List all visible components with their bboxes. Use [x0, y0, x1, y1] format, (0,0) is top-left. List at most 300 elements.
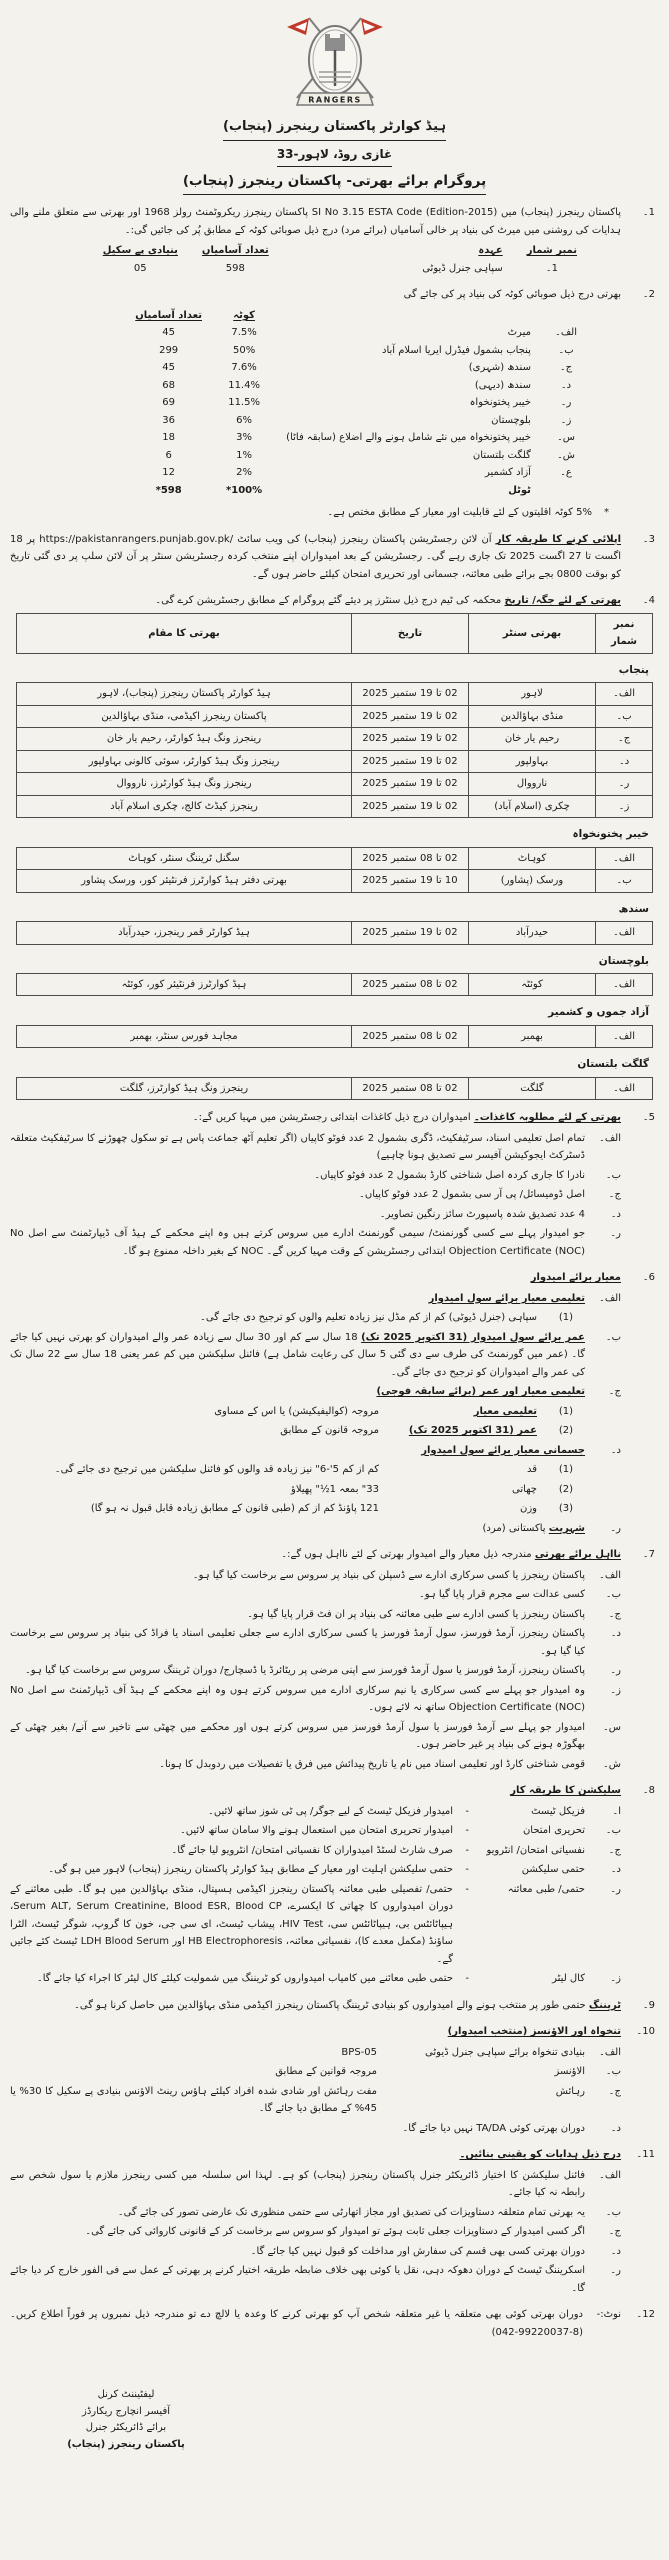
cell-label: سندھ (شہری) [468, 362, 531, 374]
cell-letter: د۔ [560, 379, 572, 391]
cell-serial: ز۔ [596, 795, 653, 818]
cell-label: بلوچستان [491, 414, 531, 426]
cell-count: 18 [162, 432, 175, 444]
item-letter: د۔ [610, 1864, 621, 1876]
item-text: حتمی سلیکشن اہلیت اور معیار کے مطابق ہیڈ کوارٹر پاکستان رینجرز (پنجاب) لاہور میں ہو گی۔ [48, 1864, 453, 1876]
cell-date: 02 تا 19 ستمبر 2025 [352, 795, 469, 818]
list-item [10, 1461, 573, 1479]
item-text: حتمی/ تفصیلی طبی معائنہ پاکستان رینجرز اکیڈمی ہسپتال، منڈی بہاؤالدین میں ہو گا۔ طبی معائنے کے دوران امیدواروں کا چھاتی کا ایکسرے، Serum ALT, Serum Creatinine, Blood ESR, Blood CP، ہیپاٹائٹس بی، ہیپاٹائٹس سی، HIV Test، پیشاب ٹیسٹ، ای سی جی، خون کا گروپ، شوگر ٹیسٹ، الٹرا ساؤنڈ (مکمل معدے کا)، نفسیاتی معائنہ، HB Electrophoresis اور LDH Blood Serum ٹیسٹ کئے جائیں گے۔ [10, 1883, 454, 1965]
cell-place: پاکستان رینجرز اکیڈمی، منڈی بہاؤالدین [17, 705, 352, 728]
list-item [10, 2243, 621, 2261]
phone-number: (042-99220037-8) [491, 2326, 583, 2338]
item-letter: ج۔ [608, 2226, 621, 2238]
para-number: 3۔ [642, 533, 655, 545]
list-item [10, 1719, 621, 1754]
item-label: تعلیمی معیار [473, 1405, 537, 1417]
dash-separator: - [465, 1973, 469, 1985]
cell-serial: ر۔ [596, 773, 653, 796]
para-heading: تنخواہ اور الاؤنسز (منتخب امیدوار) [447, 2026, 621, 2038]
item-letter: ج۔ [608, 2085, 621, 2097]
signature-org: پاکستان رینجرز (پنجاب) [67, 2438, 185, 2450]
cell-date: 02 تا 19 ستمبر 2025 [352, 750, 469, 773]
sub-heading: تعلیمی معیار اور عمر (برائے سابقہ فوجی) [376, 1386, 585, 1398]
cell-serial: الف۔ [596, 922, 653, 945]
para-text-after-url: پر 18 اگست تا 27 اگست 2025 تک جاری رہے گی۔ رجسٹریشن کے بعد امیدواران اپنے منتخب کردہ رجسٹریشن سنٹر پر آن لائن سلپ پر دی گئی تاریخ کو بوقت 0800 بجے برائے طبی معائنہ، جسمانی اور تحریری امتحان کیلئے حاضر ہوں گے۔ [10, 533, 622, 580]
item-number: (1) [558, 1312, 573, 1324]
cell-pct: 11.5% [228, 397, 260, 409]
cell-serial: الف۔ [596, 847, 653, 870]
item-text: پاکستان رینجرز یا کسی ادارے سے طبی معائنہ کی بنیاد پر ان فٹ قرار پایا گیا ہو۔ [247, 1608, 585, 1620]
cell-date: 02 تا 19 ستمبر 2025 [352, 683, 469, 706]
para-heading: درج ذیل ہدایات کو یقینی بنائیں۔ [459, 2149, 621, 2161]
para-text: حتمی طور پر منتخب ہونے والے امیدواروں کو بنیادی ٹریننگ پاکستان رینجرز اکیڈمی منڈی بہاؤالدین میں حاصل کرنا ہو گی۔ [74, 1999, 586, 2011]
cell-pct: 6% [236, 414, 253, 426]
province-heading-punjab: پنجاب [618, 663, 649, 676]
cell-place: ہیڈ کوارٹر پاکستان رینجرز (پنجاب)، لاہور [17, 683, 352, 706]
quota-table [123, 307, 589, 500]
table-row [17, 728, 653, 751]
cell-label: آزاد کشمیر [484, 467, 531, 479]
item-text: کم از کم 5'-6" نیز زیادہ قد والوں کو فائنل سلیکشن میں ترجیح دی جائے گی۔ [54, 1464, 379, 1476]
table-header-row [17, 613, 653, 653]
cell-count: 598 [225, 262, 245, 274]
signature-rank: لیفٹیننٹ کرنل [97, 2389, 155, 2401]
table-row [123, 359, 589, 377]
list-item [10, 2204, 621, 2222]
para-heading: معیار برائے امیدوار [530, 1272, 621, 1284]
table-row [123, 447, 589, 465]
cell-place: رینجرز کیڈٹ کالج، چکری اسلام آباد [17, 795, 352, 818]
cell-label: خیبر پختونخواہ میں نئے شامل ہونے والے اضلاع (سابقہ فاٹا) [286, 432, 531, 444]
table-total-row [123, 482, 589, 500]
cell-count: 12 [162, 467, 175, 479]
cell-pct: 50% [232, 344, 256, 356]
item-letter: ز۔ [610, 1684, 621, 1696]
item-number: (1) [558, 1405, 573, 1417]
cell-center: چکری (اسلام آباد) [469, 795, 596, 818]
centers-table-ajk [16, 1025, 653, 1049]
address-line: غازی روڈ، لاہور-33 [277, 144, 392, 167]
item-text: حتمی طبی معائنے میں کامیاب امیدواروں کو ٹریننگ میں شمولیت کیلئے کال لیٹر کا اجراء کیا جائے گا۔ [36, 1973, 453, 1985]
item-letter: د۔ [610, 2245, 621, 2257]
para-9 [10, 1997, 655, 2015]
cell-letter: ر۔ [560, 397, 572, 409]
table-row [123, 464, 589, 482]
item-letter: ا۔ [612, 1805, 621, 1817]
item-text: فائنل سلیکشن کا اختیار ڈائریکٹر جنرل پاکستان رینجرز (پنجاب) کو ہے۔ لہذا اس سلسلہ میں کسی رینجرز ملازم یا سول شخص سے رابطہ نہ کیا جائے۔ [10, 2169, 585, 2199]
para-number: 2۔ [642, 289, 655, 301]
cell-count: 36 [162, 414, 175, 426]
item-letter: الف۔ [598, 1569, 621, 1581]
item-text: امیدوار تحریری امتحان میں استعمال ہونے والا سامان ساتھ لائیں۔ [179, 1825, 453, 1837]
item-text: صرف شارٹ لسٹڈ امیدواران کا نفسیاتی امتحان/ انٹرویو لیا جائے گا۔ [171, 1844, 453, 1856]
para-number: 7۔ [642, 1549, 655, 1561]
list-item [10, 1403, 573, 1421]
cell-letter: ج۔ [559, 362, 573, 374]
item-letter: د۔ [610, 1208, 621, 1220]
cell-count: 69 [162, 397, 175, 409]
cell-serial: الف۔ [596, 1077, 653, 1100]
item-term: فزیکل ٹیسٹ [531, 1805, 585, 1817]
item-text: پاکستانی (مرد) [482, 1522, 546, 1534]
cell-count: 6 [165, 449, 172, 461]
program-title: پروگرام برائے بھرتی- پاکستان رینجرز (پنجاب) [183, 170, 486, 196]
item-letter: ش۔ [602, 1758, 621, 1770]
cell-date: 02 تا 08 ستمبر 2025 [352, 1025, 469, 1048]
item-text: وہ امیدوار جو پہلے سے کسی سرکاری یا نیم سرکاری ادارے میں سروس کرتے ہوں وہ اپنے محکمے کے ہیڈ آف ڈیپارٹمنٹ سے اصل No Objection Certificate (NOC) ساتھ نہ لائے ہوں۔ [10, 1684, 585, 1714]
list-item [10, 1822, 621, 1840]
para-number: 5۔ [642, 1112, 655, 1124]
list-item [10, 1290, 621, 1308]
cell-center: کوئٹہ [469, 973, 596, 996]
cell-post: سپاہی جنرل ڈیوٹی [422, 262, 503, 274]
list-item [10, 1842, 621, 1860]
cell-letter: ب۔ [558, 344, 574, 356]
cell-date: 02 تا 19 ستمبر 2025 [352, 922, 469, 945]
table-row [17, 795, 653, 818]
note-text: دوران بھرتی کوئی بھی متعلقہ یا غیر متعلقہ شخص آپ کو بھرتی کرنے کا وعدہ یا لالچ دے تو مندرجہ ذیل نمبروں پر فوراً اطلاع کریں۔ [10, 2309, 583, 2321]
list-item [10, 1309, 573, 1327]
para-number: 1۔ [642, 207, 655, 219]
signature-block [36, 2387, 216, 2453]
item-text: BPS-05 [341, 2046, 377, 2058]
item-text: جو امیدوار پہلے سے کسی گورنمنٹ/ سیمی گورنمنٹ ادارے میں سروس کرتے ہیں وہ اپنے محکمے کے ہیڈ آف ڈیپارٹمنٹ سے اصل No Objection Certificate (NOC) ابتدائی رجسٹریشن کے وقت مہیا کریں گے۔ NOC کے بغیر داخلہ ممنوع ہو گا۔ [10, 1228, 585, 1257]
cell-label: پنجاب بشمول فیڈرل ایریا اسلام آباد [381, 344, 531, 356]
cell-place: رینجرز ونگ ہیڈ کوارٹرز، نارووال [17, 773, 352, 796]
dash-separator: - [465, 1805, 469, 1817]
item-label: قد [526, 1464, 537, 1476]
list-item [10, 1567, 621, 1585]
item-term: تحریری امتحان [522, 1825, 585, 1837]
list-item [10, 1520, 621, 1538]
cell-count: 68 [162, 379, 175, 391]
para-text [10, 592, 621, 610]
item-term: کال لیٹر [552, 1973, 585, 1985]
total-label: ٹوٹل [508, 484, 531, 496]
para-8 [10, 1782, 655, 1800]
list-item [10, 1481, 573, 1499]
table-row [17, 750, 653, 773]
cell-count: 45 [162, 362, 175, 374]
sub-heading: عمر برائے سول امیدوار (31 اکتوبر 2025 تک) [361, 1331, 585, 1343]
item-text: سپاہی (جنرل ڈیوٹی) کم از کم مڈل نیز زیادہ تعلیم والوں کو ترجیح دی جائے گی۔ [200, 1312, 537, 1324]
table-row [17, 1025, 653, 1048]
item-label: چھاتی [512, 1483, 537, 1495]
cell-center: لاہور [469, 683, 596, 706]
sub-heading: جسمانی معیار برائے سول امیدوار [421, 1444, 585, 1456]
table-header-row [123, 307, 589, 325]
item-number: (2) [558, 1425, 573, 1437]
cell-center: نارووال [469, 773, 596, 796]
col-center: بھرتی سنٹر [469, 613, 596, 653]
cell-date: 02 تا 19 ستمبر 2025 [352, 705, 469, 728]
list-item [10, 1130, 621, 1165]
cell-serial: 1۔ [545, 262, 558, 274]
org-title: ہیڈ کوارٹر پاکستان رینجرز (پنجاب) [223, 116, 446, 141]
cell-center: رحیم یار خان [469, 728, 596, 751]
total-count: 598* [155, 484, 182, 496]
item-letter: ر۔ [610, 2265, 621, 2277]
para-4 [10, 592, 655, 610]
item-text: مروجہ قوانین کے مطابق [275, 2066, 377, 2078]
item-term: حتمی سلیکشن [521, 1864, 585, 1876]
para-number: 12۔ [636, 2309, 655, 2321]
para-2 [10, 286, 655, 304]
cell-serial: ب۔ [596, 870, 653, 893]
item-letter: ج۔ [608, 1189, 621, 1201]
list-item [10, 1500, 573, 1518]
cell-count: 299 [159, 344, 179, 356]
item-number: (1) [558, 1464, 573, 1476]
table-row [123, 429, 589, 447]
cell-serial: الف۔ [596, 1025, 653, 1048]
cell-label: گلگت بلتستان [472, 449, 531, 461]
para-5 [10, 1109, 655, 1127]
para-text [10, 2306, 583, 2341]
cell-center: بھمبر [469, 1025, 596, 1048]
cell-date: 02 تا 19 ستمبر 2025 [352, 728, 469, 751]
item-letter: ر۔ [610, 1883, 621, 1895]
list-item [10, 1606, 621, 1624]
logo-banner-text: RANGERS [307, 95, 362, 105]
list-item [10, 2262, 621, 2297]
item-letter: ج۔ [608, 1386, 621, 1398]
province-heading-kpk: خیبر پختونخواہ [572, 828, 649, 841]
cell-serial: ب۔ [596, 705, 653, 728]
para-11 [10, 2146, 655, 2164]
col-quota: کوٹہ [233, 309, 255, 321]
list-item [10, 1586, 621, 1604]
item-text: قومی شناختی کارڈ اور تعلیمی اسناد میں نام یا تاریخ پیدائش میں فرق یا تفصیلات میں ردوبدل کا ہونا۔ [159, 1758, 585, 1770]
centers-table-kpk [16, 847, 653, 893]
item-letter: ر۔ [610, 1228, 621, 1240]
cell-place: مجاہد فورس سنٹر، بھمبر [17, 1025, 352, 1048]
para-heading: نااہل برائے بھرتی [534, 1549, 621, 1561]
item-letter: د۔ [610, 1444, 621, 1456]
para-intro: امیدواران درج ذیل کاغذات ابتدائی رجسٹریشن میں مہیا کریں گے:۔ [192, 1112, 471, 1124]
col-scale: بنیادی پے سکیل [102, 245, 178, 257]
item-label: بنیادی تنخواہ برائے سپاہی جنرل ڈیوٹی [425, 2046, 585, 2058]
item-letter: ب۔ [605, 1169, 621, 1181]
cell-place: رینجرز ونگ ہیڈ کوارٹرز، گلگت [17, 1077, 352, 1100]
document-header [0, 0, 669, 195]
item-letter: ز۔ [610, 1973, 621, 1985]
item-text: پاکستان رینجرز یا کسی سرکاری ادارے سے ڈسپلن کی بنیاد پر سروس سے برخاست کیا گیا ہو۔ [192, 1569, 585, 1581]
item-letter: ب۔ [605, 1825, 621, 1837]
province-heading-balochistan: بلوچستان [598, 954, 649, 967]
item-text: نادرا کا جاری کردہ اصل شناختی کارڈ بشمول 2 عدد فوٹو کاپیاں۔ [314, 1169, 585, 1181]
para-1 [10, 204, 655, 239]
cell-letter: ش۔ [556, 449, 576, 461]
para-text [10, 1109, 621, 1127]
para-text-body: محکمہ کی ٹیم درج ذیل سنٹرز پر دیئے گئے پروگرام کے مطابق رجسٹریشن کرے گی۔ [155, 595, 502, 607]
cell-place: سگنل ٹریننگ سنٹر، کوہاٹ [17, 847, 352, 870]
item-text: 4 عدد تصدیق شدہ پاسپورٹ سائز رنگین تصاویر۔ [379, 1208, 585, 1220]
cell-place: بھرتی دفتر ہیڈ کوارٹرز فرنٹیئر کور، ورسک پشاور [17, 870, 352, 893]
item-text: دوران بھرتی کسی بھی قسم کی سفارش اور مداخلت کو قبول نہیں کیا جائے گا۔ [250, 2245, 585, 2257]
cell-place: ہیڈ کوارٹر قمر رینجرز، حیدرآباد [17, 922, 352, 945]
item-label: الاؤنسز [554, 2066, 585, 2078]
table-header-row [91, 242, 589, 260]
list-item [10, 2167, 621, 2202]
cell-date: 02 تا 08 ستمبر 2025 [352, 847, 469, 870]
table-row [17, 847, 653, 870]
item-text: کسی عدالت سے مجرم قرار پایا گیا ہو۔ [418, 1589, 585, 1601]
list-item [10, 1422, 573, 1440]
list-item [10, 2044, 621, 2062]
table-row [123, 394, 589, 412]
col-count: تعداد آسامیاں [135, 309, 203, 321]
cell-serial: الف۔ [596, 683, 653, 706]
para-12 [10, 2306, 655, 2341]
cell-place: رینجرز ونگ ہیڈ کوارٹر، سوئی کالونی بہاولپور [17, 750, 352, 773]
cell-place: ہیڈ کوارٹرز فرنٹیئر کور، کوئٹہ [17, 973, 352, 996]
item-letter: ب۔ [605, 1589, 621, 1601]
vacancy-table [91, 242, 589, 277]
item-text: امیدوار فزیکل ٹیسٹ کے لیے جوگر/ پی ٹی شوز ساتھ لائیں۔ [208, 1805, 453, 1817]
item-number: (2) [558, 1483, 573, 1495]
cell-date: 10 تا 19 ستمبر 2025 [352, 870, 469, 893]
list-item [10, 1329, 621, 1382]
para-number: 9۔ [642, 1999, 655, 2011]
list-item [10, 1662, 621, 1680]
item-letter: د۔ [610, 2122, 621, 2134]
cell-serial: الف۔ [596, 973, 653, 996]
col-place: بھرتی کا مقام [17, 613, 352, 653]
dash-separator: - [465, 1883, 469, 1895]
footnote-text: 5% کوٹہ اقلیتوں کے لئے قابلیت اور معیار کے مطابق مختص ہے۔ [327, 507, 592, 519]
item-text: مروجہ قانون کے مطابق [280, 1425, 379, 1437]
item-text: تمام اصل تعلیمی اسناد، سرٹیفکیٹ، ڈگری بشمول 2 عدد فوٹو کاپیاں (اگر تعلیم آٹھ جماعت پاس ہے تو سکول چھوڑنے کا سرٹیفکیٹ متعلقہ ڈسٹرکٹ ایجوکیشن آفیسر سے تصدیق ہونا چاہیے) [10, 1132, 585, 1162]
list-item [10, 2120, 621, 2138]
item-label: وزن [519, 1503, 537, 1515]
cell-center: حیدرآباد [469, 922, 596, 945]
col-serial: نمبر شمار [596, 613, 653, 653]
item-letter: ج۔ [608, 1844, 621, 1856]
item-letter: د۔ [610, 1628, 621, 1640]
item-letter: الف۔ [598, 1292, 621, 1304]
item-text: پاکستان رینجرز، آرمڈ فورسز یا سول آرمڈ فورسز سے اپنی مرضی پر ریٹائرڈ یا ڈسچارج/ دوران ٹریننگ سروس سے برخاست کیا گیا ہو۔ [24, 1665, 585, 1677]
item-text: یہ بھرتی تمام متعلقہ دستاویزات کی تصدیق اور مجاز اتھارٹی سے حتمی منظوری تک عارضی تصور کی جائے گی۔ [117, 2206, 585, 2218]
sub-heading: شہریت [548, 1522, 585, 1534]
centers-table-sindh [16, 921, 653, 945]
cell-center: منڈی بہاؤالدین [469, 705, 596, 728]
para-heading: اپلائی کرنے کا طریقہ کار [495, 533, 622, 545]
list-item [10, 1383, 621, 1401]
table-row [17, 683, 653, 706]
col-serial: نمبر شمار [526, 245, 577, 257]
cell-count: 45 [162, 327, 175, 339]
cell-pct: 2% [236, 467, 253, 479]
para-heading: بھرتی کے لئے مطلوبہ کاغذات۔ [473, 1112, 621, 1124]
item-label: عمر (31 اکتوبر 2025 تک) [408, 1425, 537, 1437]
item-letter: ب۔ [605, 1331, 621, 1343]
list-item [10, 1682, 621, 1717]
list-item [10, 1756, 621, 1774]
cell-label: سندھ (دیہی) [474, 379, 531, 391]
list-item [10, 1225, 621, 1260]
list-item [10, 1186, 621, 1204]
para-number: 6۔ [642, 1272, 655, 1284]
table-row [17, 973, 653, 996]
cell-pct: 3% [236, 432, 253, 444]
para-intro: مندرجہ ذیل معیار والے امیدوار بھرتی کے لئے نااہل ہوں گے:۔ [281, 1549, 532, 1561]
item-letter: ر۔ [610, 1665, 621, 1677]
table-row [123, 412, 589, 430]
footnote-mark: * [604, 507, 609, 519]
item-letter: الف۔ [598, 2046, 621, 2058]
item-text: 33" بمعہ 1½" پھیلاؤ [290, 1483, 379, 1495]
item-label: رہائش [555, 2085, 585, 2097]
para-number: 4۔ [642, 595, 655, 607]
item-text: مفت رہائش اور شادی شدہ افراد کیلئے ہاؤس رینٹ الاؤنس بنیادی پے سکیل کا 30% یا 45% کے مطابق دیا جائے گا۔ [10, 2085, 378, 2115]
list-item [10, 2063, 621, 2081]
para-text-before-url: آن لائن رجسٹریشن پاکستان رینجرز (پنجاب) کی ویب سائٹ [237, 533, 492, 545]
para-heading: بھرتی کے لئے جگہ/ تاریخ [504, 595, 621, 607]
centers-table-punjab [16, 682, 653, 818]
cell-pct: 1% [236, 449, 253, 461]
table-row [17, 1077, 653, 1100]
dash-separator: - [465, 1864, 469, 1876]
para-heading: سلیکشن کا طریقہ کار [510, 1785, 621, 1797]
item-letter: الف۔ [598, 1132, 621, 1144]
item-number: (3) [558, 1503, 573, 1515]
para-number: 8۔ [642, 1785, 655, 1797]
centers-table-header [16, 613, 653, 654]
table-row [17, 773, 653, 796]
item-text: امیدوار جو پہلے سے آرمڈ فورسز یا سول آرمڈ فورسز میں سروس کرتے ہوں اور محکمے میں چھٹی سے تاخیر سے آنے/ بغیر چھٹی کے بھگوڑہ ہونے کی بنیاد پر غیر حاضر ہوں۔ [10, 1721, 585, 1751]
cell-center: بہاولپور [469, 750, 596, 773]
para-6 [10, 1269, 655, 1287]
col-post: عہدہ [478, 245, 503, 257]
item-term: نفسیاتی امتحان/ انٹرویو [486, 1844, 585, 1856]
cell-date: 02 تا 19 ستمبر 2025 [352, 773, 469, 796]
rangers-crest-logo [275, 12, 395, 112]
table-row [123, 377, 589, 395]
para-10 [10, 2023, 655, 2041]
item-text: پاکستان رینجرز، آرمڈ فورسز، سول آرمڈ فورسز یا کسی سرکاری ادارے سے جعلی تعلیمی اسناد یا فراڈ کی بنیاد پر سروس سے برخاست کیا گیا ہو۔ [10, 1628, 585, 1657]
para-number: 10۔ [636, 2026, 655, 2038]
centers-table-balochistan [16, 973, 653, 997]
list-item [10, 1625, 621, 1660]
item-text: 121 پاؤنڈ کم از کم (طبی قانون کے مطابق زیادہ قابل قبول نہ ہو گا) [90, 1503, 379, 1515]
province-heading-sindh: سندھ [618, 902, 649, 915]
quota-footnote [10, 504, 609, 522]
list-item [10, 1206, 621, 1224]
item-term: حتمی/ طبی معائنہ [507, 1883, 585, 1895]
item-text: مروجہ (کوالیفیکیشن) یا اس کے مساوی [214, 1405, 379, 1417]
item-text: اگر کسی امیدوار کے دستاویزات جعلی ثابت ہوئے تو امیدوار کو سروس سے برخاست کر کے قانونی کاروائی کی جائے گی۔ [85, 2226, 585, 2238]
cell-center: گلگت [469, 1077, 596, 1100]
item-text: دوران بھرتی کوئی TA/DA نہیں دیا جائے گا۔ [402, 2122, 585, 2134]
centers-table-gb [16, 1077, 653, 1101]
para-text [10, 531, 621, 584]
list-item [10, 1970, 621, 1988]
cell-date: 02 تا 08 ستمبر 2025 [352, 1077, 469, 1100]
signature-title: آفیسر انچارج ریکارڈز [81, 2405, 170, 2417]
list-item [10, 2083, 621, 2118]
list-item [10, 1167, 621, 1185]
para-3 [10, 531, 655, 584]
cell-pct: 7.6% [231, 362, 257, 374]
cell-pct: 11.4% [228, 379, 260, 391]
table-row [17, 870, 653, 893]
table-row [17, 922, 653, 945]
province-heading-gb: گلگت بلتستان [577, 1058, 649, 1071]
dash-separator: - [465, 1825, 469, 1837]
table-row [123, 324, 589, 342]
cell-pct: 7.5% [231, 327, 257, 339]
